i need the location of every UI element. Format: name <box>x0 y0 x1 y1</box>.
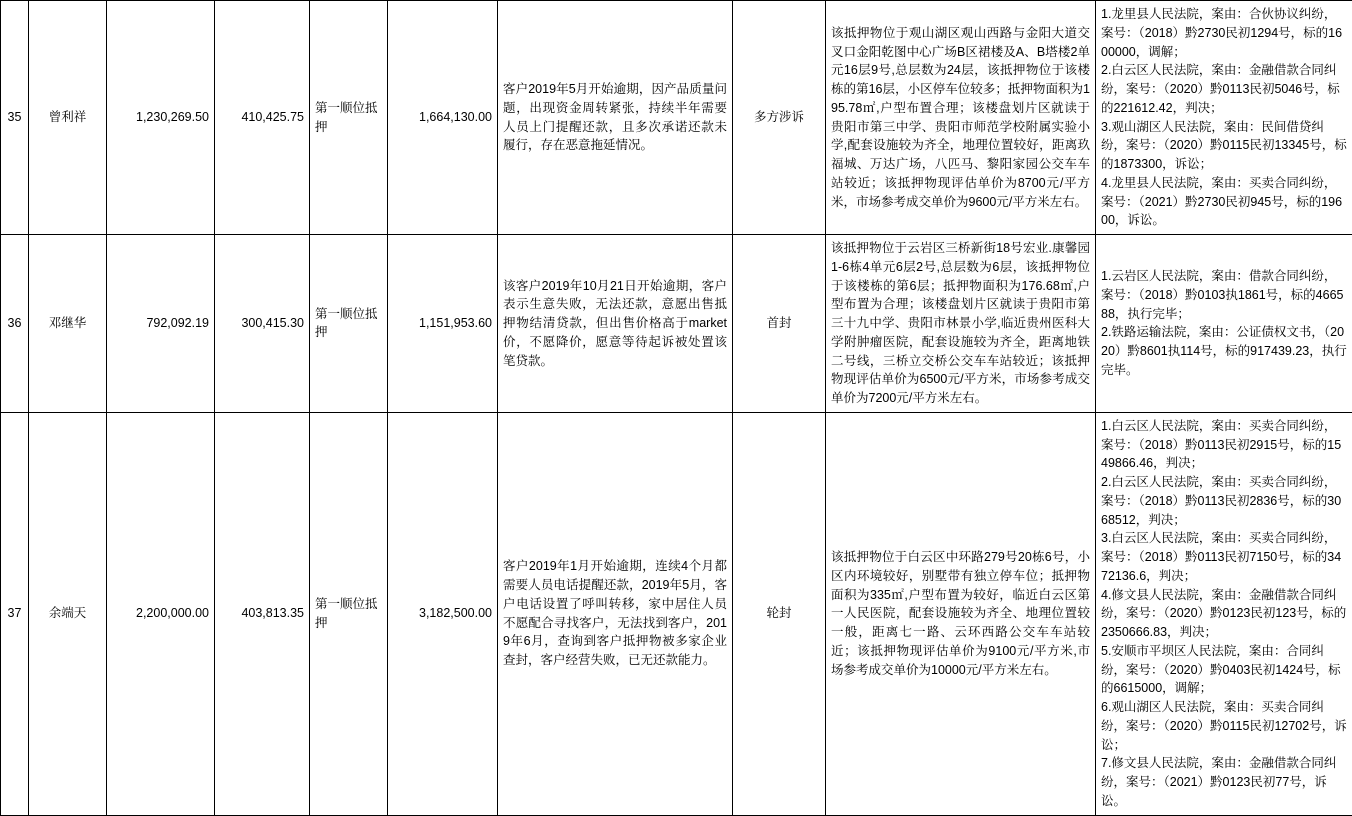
total-principal-interest: 3,182,500.00 <box>388 412 498 815</box>
collateral-description: 该抵押物位于白云区中环路279号20栋6号，小区内环境较好，别墅带有独立停车位；抵押物面积为335㎡,户型布置为较好，临近白云区第一人民医院，配套设施较为齐全、地理位置较一般，距离七一路、云环西路公交车车站较近；该抵押物现评估单价为9100元/平方米,市场参考成交单价为10000元/平方米左右。 <box>826 412 1096 815</box>
total-principal-interest: 1,664,130.00 <box>388 1 498 235</box>
legal-cases <box>1096 412 1352 815</box>
mortgage-rank: 第一顺位抵押 <box>310 235 388 413</box>
table-row <box>1 412 1352 815</box>
legal-case-line: 7.修文县人民法院，案由：金融借款合同纠纷，案号：（2021）黔0123民初77号，诉讼。 <box>1101 754 1347 810</box>
table-row <box>1 235 1352 413</box>
legal-case-line: 2.白云区人民法院，案由：金融借款合同纠纷，案号：（2020）黔0113民初5046号，标的221612.42，判决； <box>1101 61 1347 117</box>
row-index: 37 <box>1 412 29 815</box>
interest-amount: 300,415.30 <box>215 235 310 413</box>
collection-notes: 客户2019年1月开始逾期，连续4个月都需要人员电话提醒还款，2019年5月，客户电话设置了呼叫转移，家中居住人员不愿配合寻找客户，无法找到客户，2019年6月，查询到客户抵押物被多家企业查封，客户经营失败，已无还款能力。 <box>498 412 733 815</box>
collateral-description: 该抵押物位于观山湖区观山西路与金阳大道交叉口金阳乾图中心广场B区裙楼及A、B塔楼2单元16层9号,总层数为24层，该抵押物位于该楼栋的第16层，小区停车位较多；抵押物面积为195.78㎡,户型布置合理；该楼盘划片区就读于贵阳市第三中学、贵阳市师范学校附属实验小学,配套设施较为齐全，地理位置较好，距离玖福城、万达广场，八匹马、黎阳家园公交车车站较近；该抵押物现评估单价为8700元/平方米，市场参考成交单价为9600元/平方米左右。 <box>826 1 1096 235</box>
legal-case-line: 4.修文县人民法院，案由：金融借款合同纠纷，案号：（2020）黔0123民初123号，标的2350666.83，判决； <box>1101 586 1347 642</box>
customer-name: 余端天 <box>29 412 107 815</box>
collection-notes: 客户2019年5月开始逾期，因产品质量问题，出现资金周转紧张，持续半年需要人员上门提醒还款，且多次承诺还款未履行，存在恶意拖延情况。 <box>498 1 733 235</box>
legal-cases <box>1096 235 1352 413</box>
litigation-status: 首封 <box>733 235 826 413</box>
legal-case-line: 5.安顺市平坝区人民法院，案由：合同纠纷，案号：（2020）黔0403民初1424号，标的6615000，调解； <box>1101 642 1347 698</box>
mortgage-rank: 第一顺位抵押 <box>310 1 388 235</box>
interest-amount: 410,425.75 <box>215 1 310 235</box>
legal-case-line: 3.白云区人民法院，案由：买卖合同纠纷，案号：（2018）黔0113民初7150号，标的3472136.6，判决； <box>1101 529 1347 585</box>
legal-case-line: 6.观山湖区人民法院，案由：买卖合同纠纷，案号：（2020）黔0115民初12702号，诉讼； <box>1101 698 1347 754</box>
total-principal-interest: 1,151,953.60 <box>388 235 498 413</box>
customer-name: 邓继华 <box>29 235 107 413</box>
interest-amount: 403,813.35 <box>215 412 310 815</box>
loan-balance: 792,092.19 <box>107 235 215 413</box>
row-index: 35 <box>1 1 29 235</box>
collateral-description: 该抵押物位于云岩区三桥新街18号宏业.康馨园1-6栋4单元6层2号,总层数为6层，该抵押物位于该楼栋的第6层；抵押物面积为176.68㎡,户型布置为合理；该楼盘划片区就读于贵阳市第三十九中学、贵阳市林景小学,临近贵州医科大学附肿瘤医院，配套设施较为齐全，距离地铁二号线，三桥立交桥公交车车站较近；该抵押物现评估单价为6500元/平方米，市场参考成交单价为7200元/平方米左右。 <box>826 235 1096 413</box>
table-row <box>1 1 1352 235</box>
litigation-status: 多方涉诉 <box>733 1 826 235</box>
legal-case-line: 2.白云区人民法院，案由：买卖合同纠纷，案号：（2018）黔0113民初2836号，标的3068512，判决； <box>1101 473 1347 529</box>
customer-name: 曾利祥 <box>29 1 107 235</box>
legal-case-line: 4.龙里县人民法院，案由：买卖合同纠纷，案号：（2021）黔2730民初945号，标的19600，诉讼。 <box>1101 174 1347 230</box>
collection-notes: 该客户2019年10月21日开始逾期，客户表示生意失败，无法还款，意愿出售抵押物结清贷款，但出售价格高于market价，不愿降价，愿意等待起诉被处置该笔贷款。 <box>498 235 733 413</box>
legal-case-line: 3.观山湖区人民法院，案由：民间借贷纠纷，案号：（2020）黔0115民初13345号，标的1873300，诉讼； <box>1101 118 1347 174</box>
legal-case-line: 1.龙里县人民法院，案由：合伙协议纠纷，案号：（2018）黔2730民初1294号，标的1600000，调解； <box>1101 5 1347 61</box>
legal-case-line: 2.铁路运输法院，案由：公证债权文书，（2020）黔8601执114号，标的917439.23，执行完毕。 <box>1101 323 1347 379</box>
legal-case-line: 1.云岩区人民法院，案由：借款合同纠纷，案号：（2018）黔0103执1861号，标的466588，执行完毕； <box>1101 267 1347 323</box>
row-index: 36 <box>1 235 29 413</box>
legal-case-line: 1.白云区人民法院，案由：买卖合同纠纷，案号：（2018）黔0113民初2915号，标的1549866.46，判决； <box>1101 417 1347 473</box>
litigation-status: 轮封 <box>733 412 826 815</box>
mortgage-rank: 第一顺位抵押 <box>310 412 388 815</box>
legal-cases <box>1096 1 1352 235</box>
loan-balance: 2,200,000.00 <box>107 412 215 815</box>
loan-balance: 1,230,269.50 <box>107 1 215 235</box>
